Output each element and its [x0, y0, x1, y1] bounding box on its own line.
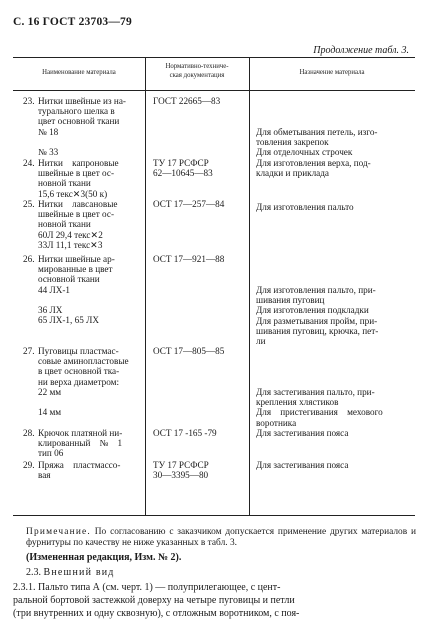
material-name: Пряжа пластмассо- вая: [38, 460, 121, 481]
page-header: С. 16 ГОСТ 23703—79: [13, 16, 132, 28]
material-name: Нитки капроновые швейные в цвет ос- новной ткани 15,6 текс✕3(50 к): [38, 158, 119, 199]
table-note: [26, 527, 416, 550]
material-doc: ТУ 17 РСФСР 30—3395—80: [153, 460, 209, 481]
material-doc: ТУ 17 РСФСР 62—10645—83: [153, 158, 213, 179]
col-header-purpose: Назначение материала: [299, 69, 365, 76]
table-continuation-label: Продолжение табл. 3.: [313, 45, 409, 56]
col-header-documentation: Нормативно-техниче- ская документация: [165, 63, 229, 79]
note-text: По согласованию с заказчиком допускается применение других материалов и фурнитуры по качеству не ниже указанных в табл. 3.: [26, 527, 416, 549]
material-doc: ОСТ 17 -165 -79: [153, 428, 217, 438]
section-title: Внешний вид: [43, 567, 115, 578]
material-name: Нитки швейные ар- мированные в цвет основной ткани 44 ЛХ-1 36 ЛХ 65 ЛХ-1, 65 ЛХ: [38, 254, 115, 326]
material-purpose: Для застегивания пояса: [256, 460, 349, 470]
body-paragraph: 2.3.1. Пальто типа А (см. черт. 1) — полуприлегающее, с цент- ральной бортовой застежкой доверху на четыре пуговицы и петли (три внутренних и одну сквозную), с отложным воротником, с поя-: [13, 582, 300, 619]
section-heading: [26, 567, 115, 578]
row-number: 24.: [23, 158, 35, 168]
row-number: 27.: [23, 346, 35, 356]
material-name: Нитки швейные из на- турального шелка в цвет основной ткани № 18 № 33: [38, 96, 126, 158]
table-col-divider-1: [145, 57, 146, 515]
row-number: 26.: [23, 254, 35, 264]
table-col-divider-2: [249, 57, 250, 515]
material-purpose: Для изготовления пальто, при- шивания пуговиц Для изготовления подкладки Для разметывания пройм, при- шивания пуговиц, крючка, пет- ли: [256, 285, 379, 347]
material-doc: ГОСТ 22665—83: [153, 96, 221, 106]
row-number: 28.: [23, 428, 35, 438]
material-doc: ОСТ 17—257—84: [153, 199, 225, 209]
section-number: 2.3.: [26, 567, 41, 578]
material-name: Крючок платяной ни- клированный № 1 тип 06: [38, 428, 123, 459]
row-number: 25.: [23, 199, 35, 209]
col-header-material: Наименование материала: [42, 69, 116, 76]
table-top-border: [13, 57, 415, 58]
material-doc: ОСТ 17—805—85: [153, 346, 225, 356]
material-purpose: Для застегивания пальто, при- крепления хлястиков Для пристегивания мехового воротника: [256, 387, 383, 428]
material-purpose: Для обметывания петель, изго- товления закрепок Для отделочных строчек: [256, 127, 378, 158]
material-purpose: Для изготовления пальто: [256, 202, 354, 212]
revision-note: (Измененная редакция, Изм. № 2).: [26, 552, 182, 563]
row-number: 23.: [23, 96, 35, 106]
table-bottom-border: [13, 515, 415, 516]
material-name: Пуговицы пластмас- совые аминопластовые в цвет основной тка- ни верха диаметром: 22 мм 14 мм: [38, 346, 129, 418]
material-name: Нитки лавсановые швейные в цвет ос- новной ткани 60Л 29,4 текс✕2 33Л 11,1 текс✕3: [38, 199, 118, 250]
material-purpose: Для застегивания пояса: [256, 428, 349, 438]
note-title: Примечание.: [26, 527, 91, 537]
material-purpose: Для изготовления верха, под- кладки и приклада: [256, 158, 371, 179]
materials-table: [13, 57, 415, 515]
table-header-border: [13, 90, 415, 91]
material-doc: ОСТ 17—921—88: [153, 254, 225, 264]
row-number: 29.: [23, 460, 35, 470]
